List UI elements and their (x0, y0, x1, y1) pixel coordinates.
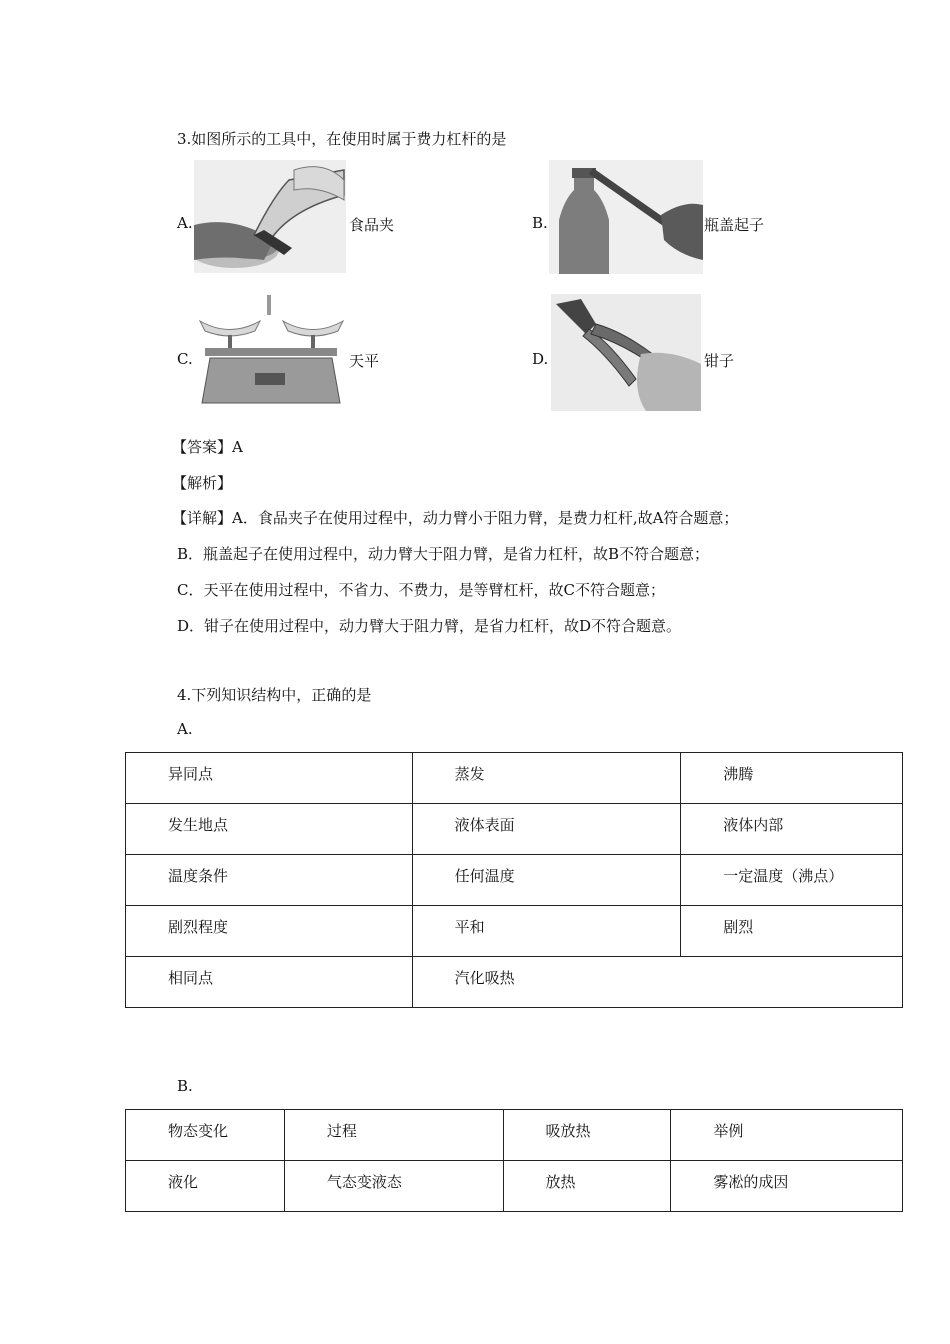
table-cell: 气态变液态 (284, 1161, 503, 1212)
option-a-letter: A. (177, 214, 193, 232)
table-cell: 一定温度（沸点） (681, 855, 903, 906)
option-c-caption: 天平 (349, 352, 380, 370)
question-3-stem: 3.如图所示的工具中，在使用时属于费力杠杆的是 (177, 130, 507, 148)
table-cell: 剧烈 (681, 906, 903, 957)
table-cell: 过程 (284, 1110, 503, 1161)
balance-scale-photo-icon (195, 293, 347, 410)
detail-line-a: 【详解】A．食品夹子在使用过程中，动力臂小于阻力臂，是费力杠杆,故A符合题意； (172, 509, 739, 527)
table-cell: 任何温度 (412, 855, 681, 906)
pliers-photo-icon (551, 294, 701, 411)
analysis-title: 【解析】 (172, 474, 233, 492)
detail-line-d: D．钳子在使用过程中，动力臂大于阻力臂，是省力杠杆，故D不符合题意。 (177, 617, 682, 635)
option-b-label: B. (177, 1077, 193, 1095)
table-cell: 放热 (503, 1161, 671, 1212)
table-cell: 液化 (126, 1161, 285, 1212)
table-cell: 吸放热 (503, 1110, 671, 1161)
option-d-caption: 钳子 (704, 352, 735, 370)
table-cell: 雾凇的成因 (671, 1161, 903, 1212)
table-cell: 异同点 (126, 753, 413, 804)
option-c-letter: C. (177, 350, 193, 368)
table-cell: 发生地点 (126, 804, 413, 855)
table-cell: 沸腾 (681, 753, 903, 804)
option-a-label: A. (177, 720, 193, 738)
detail-line-c: C．天平在使用过程中，不省力、不费力，是等臂杠杆，故C不符合题意； (177, 581, 665, 599)
tongs-photo-icon (194, 160, 346, 273)
table-cell: 相同点 (126, 957, 413, 1008)
table-row (126, 906, 903, 957)
table-cell: 举例 (671, 1110, 903, 1161)
question-4-stem: 4.下列知识结构中，正确的是 (177, 686, 372, 704)
option-a-caption: 食品夹 (349, 216, 395, 234)
table-row (126, 1110, 903, 1161)
table-a (125, 752, 903, 1008)
bottle-opener-photo-icon (549, 160, 703, 274)
table-cell: 液体内部 (681, 804, 903, 855)
table-cell: 物态变化 (126, 1110, 285, 1161)
option-b-caption: 瓶盖起子 (704, 216, 765, 234)
detail-line-b: B．瓶盖起子在使用过程中，动力臂大于阻力臂，是省力杠杆，故B不符合题意； (177, 545, 710, 563)
table-cell: 平和 (412, 906, 681, 957)
table-cell: 蒸发 (412, 753, 681, 804)
table-row (126, 1161, 903, 1212)
table-row (126, 855, 903, 906)
table-row (126, 753, 903, 804)
table-row (126, 804, 903, 855)
answer-line: 【答案】A (172, 438, 243, 456)
option-b-letter: B. (532, 214, 548, 232)
table-cell: 液体表面 (412, 804, 681, 855)
table-b (125, 1109, 903, 1212)
table-row (126, 957, 903, 1008)
option-d-letter: D. (532, 350, 549, 368)
table-cell: 温度条件 (126, 855, 413, 906)
table-cell: 汽化吸热 (412, 957, 902, 1008)
table-cell: 剧烈程度 (126, 906, 413, 957)
